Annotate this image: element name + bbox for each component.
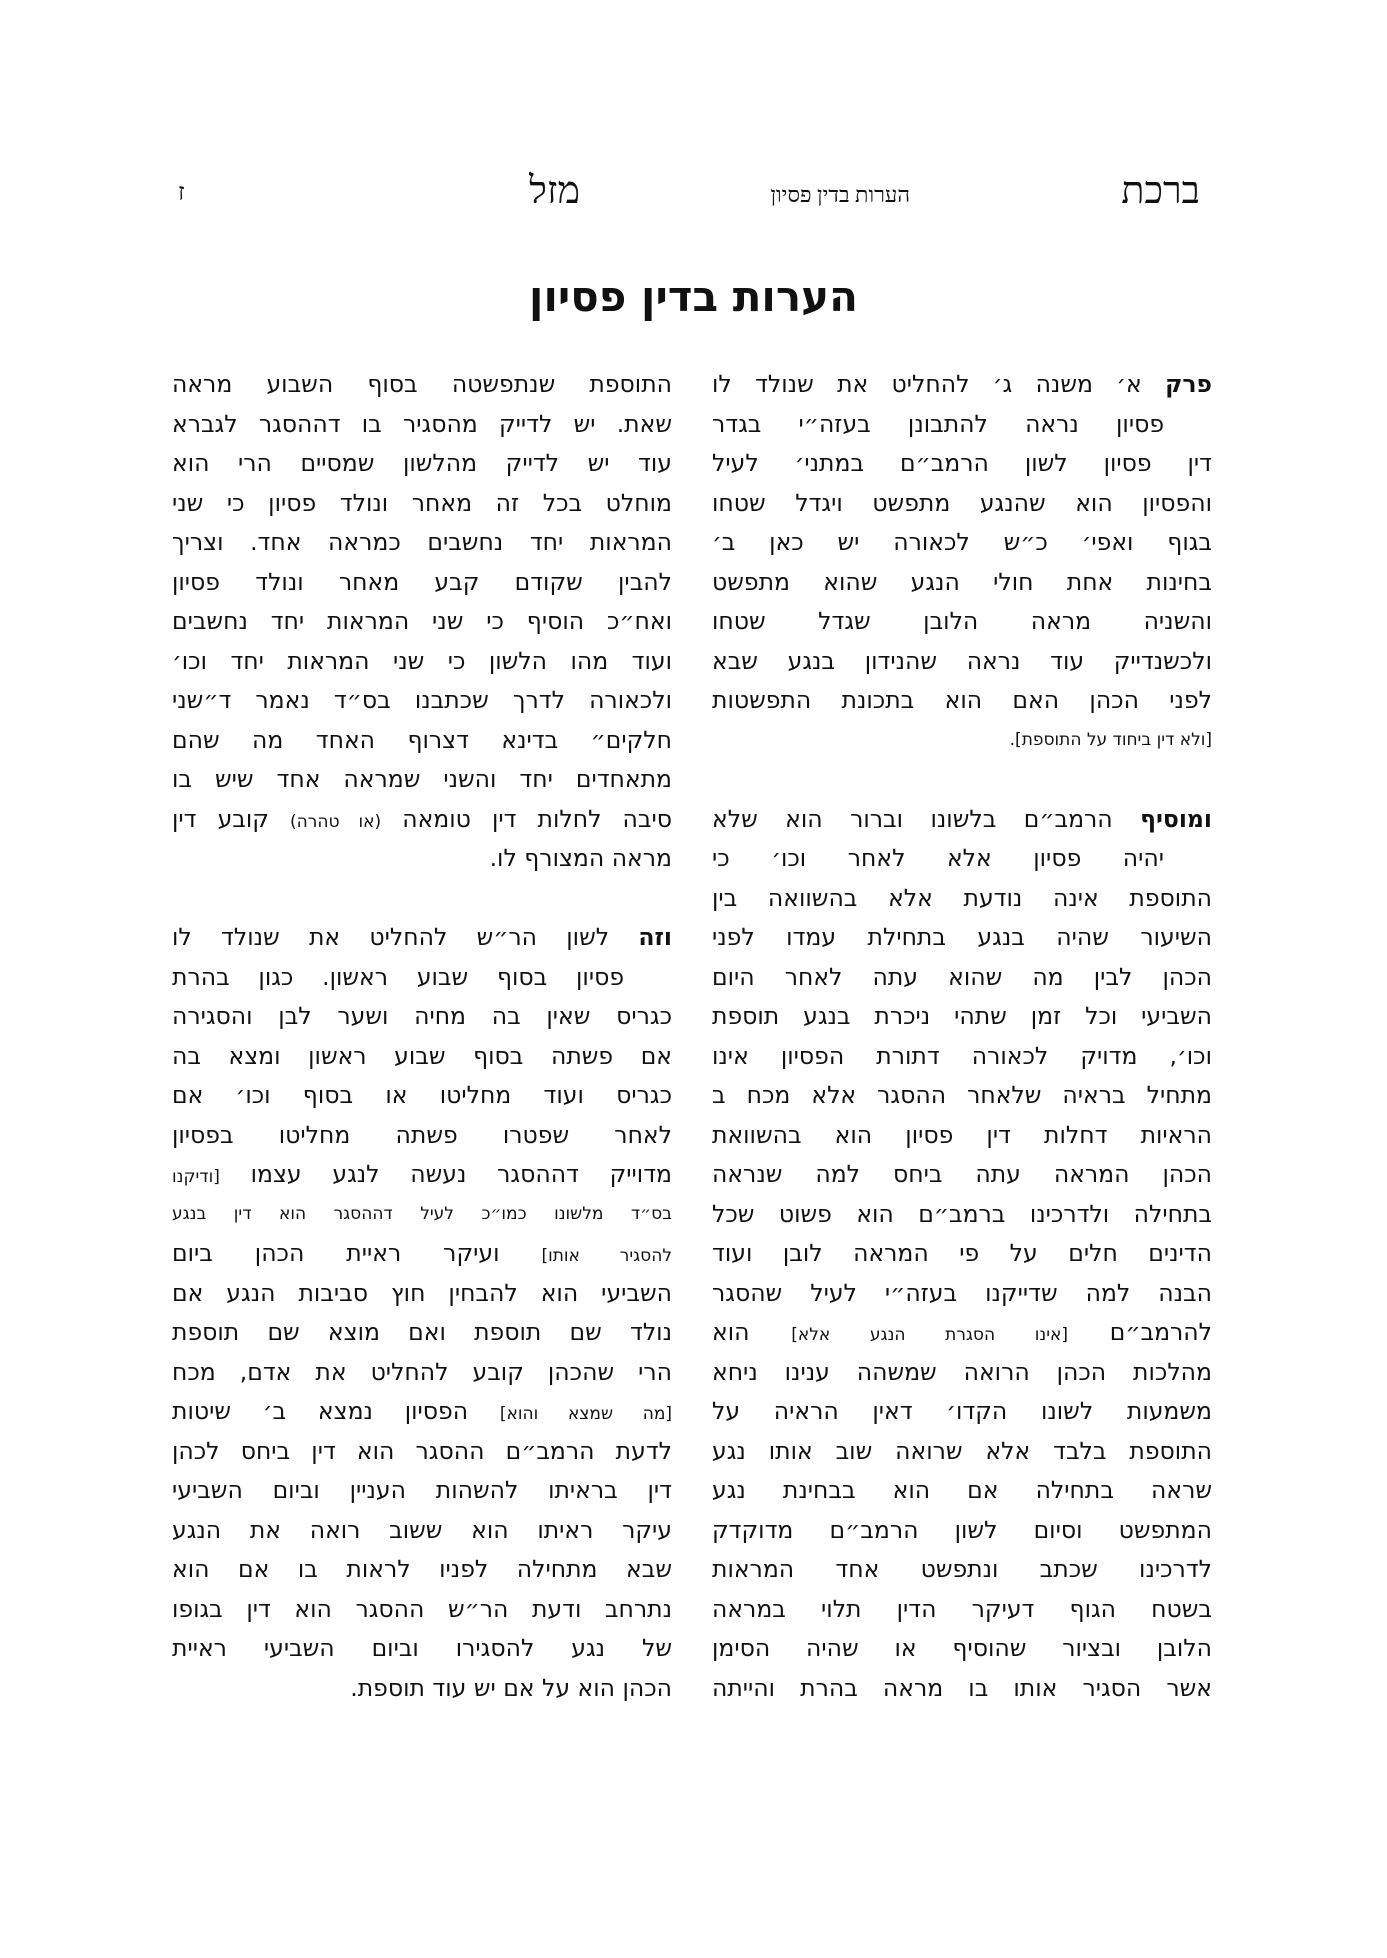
text-line: התוספת שנתפשטה בסוף השבוע מראה (172, 370, 672, 398)
bracket-note: [מה שמצא והוא] (499, 1404, 672, 1424)
paragraph-umosif (712, 800, 1212, 1709)
paragraph-gap (172, 879, 672, 919)
text-line: בתחילה ולדרכינו ברמב״ם הוא פשוט שכל (712, 1199, 1212, 1228)
text-line: דין בראיתו להשהות העניין וביום השביעי (172, 1476, 672, 1504)
text-span: ועיקר ראיית הכהן ביום (172, 1239, 542, 1267)
paren-note: (או טהרה) (290, 811, 382, 832)
text-line: כגריס ועוד מחליטו או בסוף וכו׳ אם (172, 1081, 672, 1109)
paragraph-lead-word: פרק (1165, 370, 1212, 398)
text-line: משמעות לשונו הקדו׳ דאין הראיה על (712, 1397, 1212, 1425)
text-line: לפני הכהן האם הוא בתכונת התפשטות (712, 686, 1212, 714)
page-number: ז (178, 180, 185, 206)
text-line: מתחיל בראיה שלאחר ההסגר אלא מכח ב (712, 1081, 1212, 1109)
text-line: עיקר ראיתו הוא ששוב רואה את הנגע (172, 1515, 672, 1544)
text-line (712, 365, 1212, 405)
text-line: הרי שהכהן קובע להחליט את אדם, מכח (172, 1357, 672, 1386)
text-span: הוא (712, 1318, 792, 1346)
running-head-section-title: הערות בדין פסיון (770, 182, 910, 207)
text-line: עוד יש לדייק מהלשון שמסיים הרי הוא (172, 449, 672, 477)
text-line (172, 1234, 672, 1274)
text-line: נתרחב ודעת הר״ש ההסגר הוא דין בגופו (172, 1594, 672, 1623)
running-head-brand-left: מזל (529, 168, 580, 212)
text-line: להבין שקודם קבע מאחר ונולד פסיון (172, 567, 672, 596)
text-span: סיבה לחלות דין טומאה (381, 804, 672, 833)
text-line: מראה המצורף לו. (489, 844, 672, 872)
text-line: התוספת אינה נודעת אלא בהשוואה בין (712, 883, 1212, 912)
text-line (172, 918, 672, 958)
text-line: הראיות דחלות דין פסיון הוא בהשוואת (712, 1120, 1212, 1149)
text-line: והפסיון הוא שהנגע מתפשט ויגדל שטחו (712, 488, 1212, 517)
text-line: בגוף ואפי׳ כ״ש לכאורה יש כאן ב׳ (712, 528, 1212, 556)
text-line: המראות יחד נחשבים כמראה אחד. וצריך (172, 528, 672, 556)
text-line: ולכשנדייק עוד נראה שהנידון בנגע שבא (712, 646, 1212, 675)
text-line: הכהן לבין מה שהוא עתה לאחר היום (712, 962, 1212, 991)
text-line (172, 1392, 672, 1432)
text-line: הלובן ובציור שהוסיף או שהיה הסימן (712, 1634, 1212, 1662)
text-line: כגריס שאין בה מחיה ושער לבן והסגירה (172, 1002, 672, 1030)
text-line: דין פסיון לשון הרמב״ם במתני׳ לעיל (712, 449, 1212, 477)
text-line: ועוד מהו הלשון כי שני המראות יחד וכו׳ (172, 646, 672, 675)
text-line: וכו׳, מדויק לכאורה דתורת הפסיון אינו (712, 1041, 1212, 1070)
text-line: נולד שם תוספת ואם מוצא שם תוספת (172, 1318, 672, 1346)
text-line: שבא מתחילה לפניו לראות בו אם הוא (172, 1555, 672, 1583)
text-line: מתאחדים יחד והשני שמראה אחד שיש בו (172, 765, 672, 793)
text-line: פסיון נראה להתבונן בעזה״י בגדר (712, 409, 1164, 438)
paragraph-lead-word: ומוסיף (1140, 804, 1212, 833)
paragraph-perek (712, 365, 1212, 760)
text-span: להרמב״ם (1068, 1318, 1213, 1346)
text-line: ואח״כ הוסיף כי שני המראות יחד נחשבים (172, 607, 672, 635)
running-head (170, 168, 1220, 218)
paragraph-continuation (172, 365, 672, 879)
left-column (172, 365, 672, 1708)
text-line: המתפשט וסיום לשון הרמב״ם מדוקדק (712, 1515, 1212, 1544)
text-line: שראה בתחילה אם הוא בבחינת נגע (712, 1476, 1212, 1504)
text-line: לדעת הרמב״ם ההסגר הוא דין ביחס לכהן (172, 1436, 672, 1465)
text-line: התוספת בלבד אלא שרואה שוב אותו נגע (712, 1436, 1212, 1465)
text-line: שאת. יש לדייק מהסגיר בו דההסגר לגברא (172, 409, 672, 438)
bracket-note: להסגיר אותו] (541, 1246, 672, 1266)
text-span: הרמב״ם בלשונו וברור הוא שלא (712, 804, 1141, 833)
bracket-note: [אינו הסגרת הנגע אלא] (791, 1325, 1068, 1345)
running-head-brand-right: ברכת (1121, 168, 1200, 212)
text-line: בחינות אחת חולי הנגע שהוא מתפשט (712, 567, 1212, 596)
text-line (172, 1155, 672, 1195)
text-line: הכהן הוא על אם יש עוד תוספת. (350, 1673, 672, 1702)
text-line: יהיה פסיון אלא לאחר וכו׳ כי (712, 844, 1164, 872)
text-line: חלקים״ בדינא דצרוף האחד מה שהם (172, 725, 672, 754)
text-line: פסיון בסוף שבוע ראשון. כגון בהרת (172, 962, 624, 991)
text-line: של נגע להסגירו וביום השביעי ראיית (172, 1634, 672, 1662)
text-line: הכהן המראה עתה ביחס למה שנראה (712, 1160, 1212, 1188)
paragraph-vezeh (172, 918, 672, 1708)
text-line (712, 800, 1212, 840)
text-span: קובע דין (172, 804, 291, 833)
text-span: מדוייק דההסגר נעשה לנגע עצמו (219, 1160, 672, 1188)
bracket-note: [ולא דין ביחוד על התוספת]. (1009, 729, 1212, 750)
text-line: הבנה למה שדייקנו בעזה״י לעיל שהסגר (712, 1278, 1212, 1307)
text-line (172, 800, 672, 840)
text-line: לדרכינו שכתב ונתפשט אחד המראות (712, 1555, 1212, 1583)
text-line: השביעי וכל זמן שתהי ניכרת בנגע תוספת (712, 1002, 1212, 1030)
bracket-note-line: בס״ד מלשונו כמו״כ לעיל דההסגר הוא דין בנגע (172, 1203, 672, 1224)
paragraph-gap (712, 760, 1212, 800)
text-line: ולכאורה לדרך שכתבנו בס״ד נאמר ד״שני (172, 686, 672, 714)
text-line: והשניה מראה הלובן שגדל שטחו (712, 607, 1212, 635)
text-line: הדינים חלים על פי המראה לובן ועוד (712, 1239, 1212, 1267)
text-span: הפסיון נמצא ב׳ שיטות (172, 1397, 500, 1425)
text-line (712, 1313, 1212, 1353)
text-span: א׳ משנה ג׳ להחליט את שנולד לו (712, 370, 1166, 398)
text-line: אשר הסגיר אותו בו מראה בהרת והייתה (712, 1673, 1212, 1702)
text-line: מהלכות הכהן הרואה שמשהה ענינו ניחא (712, 1357, 1212, 1386)
text-line: לאחר שפטרו פשתה מחליטו בפסיון (172, 1120, 672, 1149)
text-line: מוחלט בכל זה מאחר ונולד פסיון כי שני (172, 488, 672, 517)
text-line: בשטח הגוף דעיקר הדין תלוי במראה (712, 1594, 1212, 1623)
page-title: הערות בדין פסיון (529, 272, 858, 321)
text-line: אם פשתה בסוף שבוע ראשון ומצא בה (172, 1041, 672, 1070)
bracket-note: [ודיקנו (172, 1167, 220, 1187)
paragraph-lead-word: וזה (638, 923, 672, 951)
right-column (712, 365, 1212, 1708)
text-line: השביעי הוא להבחין חוץ סביבות הנגע אם (172, 1278, 672, 1307)
text-line: השיעור שהיה בנגע בתחילת עמדו לפני (712, 923, 1212, 951)
text-span: לשון הר״ש להחליט את שנולד לו (172, 923, 639, 951)
